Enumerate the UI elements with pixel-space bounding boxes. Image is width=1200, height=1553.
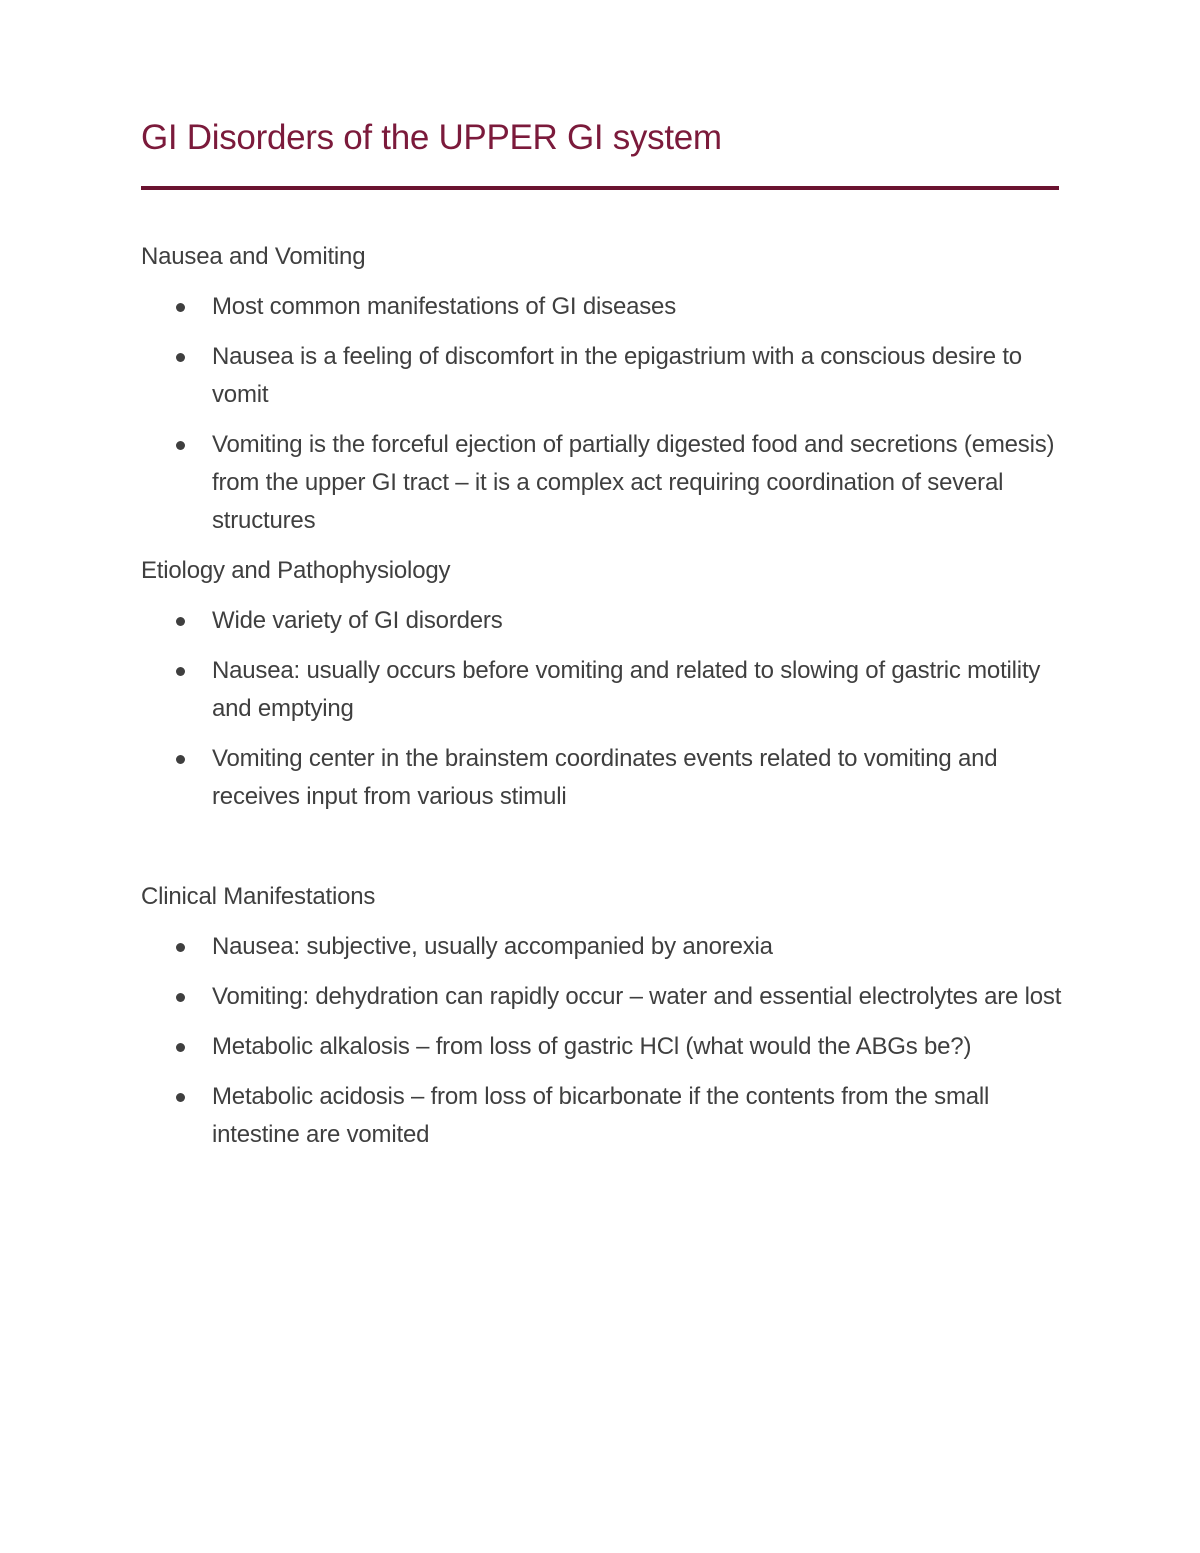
section-heading: Nausea and Vomiting: [141, 243, 366, 270]
bullet-icon: [176, 441, 185, 450]
list-item: [141, 426, 1071, 540]
list-item-text: Most common manifestations of GI diseases: [212, 293, 676, 320]
bullet-icon: [176, 943, 185, 952]
bullet-list: [141, 602, 1071, 816]
list-item-text: Vomiting is the forceful ejection of partially digested food and secretions (emesis) from the upper GI tract – it is a complex act requiring coordination of several structures: [212, 431, 1055, 534]
list-item-text: Metabolic alkalosis – from loss of gastric HCl (what would the ABGs be?): [212, 1033, 972, 1060]
list-item: [141, 1078, 1071, 1154]
bullet-icon: [176, 993, 185, 1002]
list-item: [141, 652, 1071, 728]
list-item: [141, 1028, 1071, 1066]
bullet-list: [141, 928, 1071, 1154]
list-item-text: Wide variety of GI disorders: [212, 607, 503, 634]
bullet-icon: [176, 1093, 185, 1102]
section-heading: Etiology and Pathophysiology: [141, 557, 451, 584]
list-item: [141, 288, 1071, 326]
list-item: [141, 740, 1071, 816]
bullet-icon: [176, 1043, 185, 1052]
list-item: [141, 978, 1071, 1016]
section-nausea-vomiting: [141, 238, 1071, 540]
title-divider: [141, 186, 1059, 190]
list-item-text: Vomiting: dehydration can rapidly occur – water and essential electrolytes are lost: [212, 983, 1062, 1010]
list-item: [141, 338, 1071, 414]
section-heading: Clinical Manifestations: [141, 883, 376, 910]
bullet-icon: [176, 617, 185, 626]
bullet-icon: [176, 667, 185, 676]
document-body: [141, 238, 1071, 1166]
bullet-icon: [176, 755, 185, 764]
blank-line: [141, 828, 1071, 878]
list-item-text: Nausea: usually occurs before vomiting and related to slowing of gastric motility and emptying: [212, 657, 1041, 722]
page-title: GI Disorders of the UPPER GI system: [141, 118, 722, 157]
section-etiology: [141, 552, 1071, 816]
bullet-list: [141, 288, 1071, 540]
list-item: [141, 928, 1071, 966]
list-item: [141, 602, 1071, 640]
bullet-icon: [176, 303, 185, 312]
list-item-text: Metabolic acidosis – from loss of bicarbonate if the contents from the small intestine are vomited: [212, 1083, 990, 1148]
section-clinical-manifestations: [141, 878, 1071, 1154]
list-item-text: Nausea: subjective, usually accompanied by anorexia: [212, 933, 773, 960]
list-item-text: Nausea is a feeling of discomfort in the epigastrium with a conscious desire to vomit: [212, 343, 1022, 408]
bullet-icon: [176, 353, 185, 362]
list-item-text: Vomiting center in the brainstem coordinates events related to vomiting and receives input from various stimuli: [212, 745, 998, 810]
